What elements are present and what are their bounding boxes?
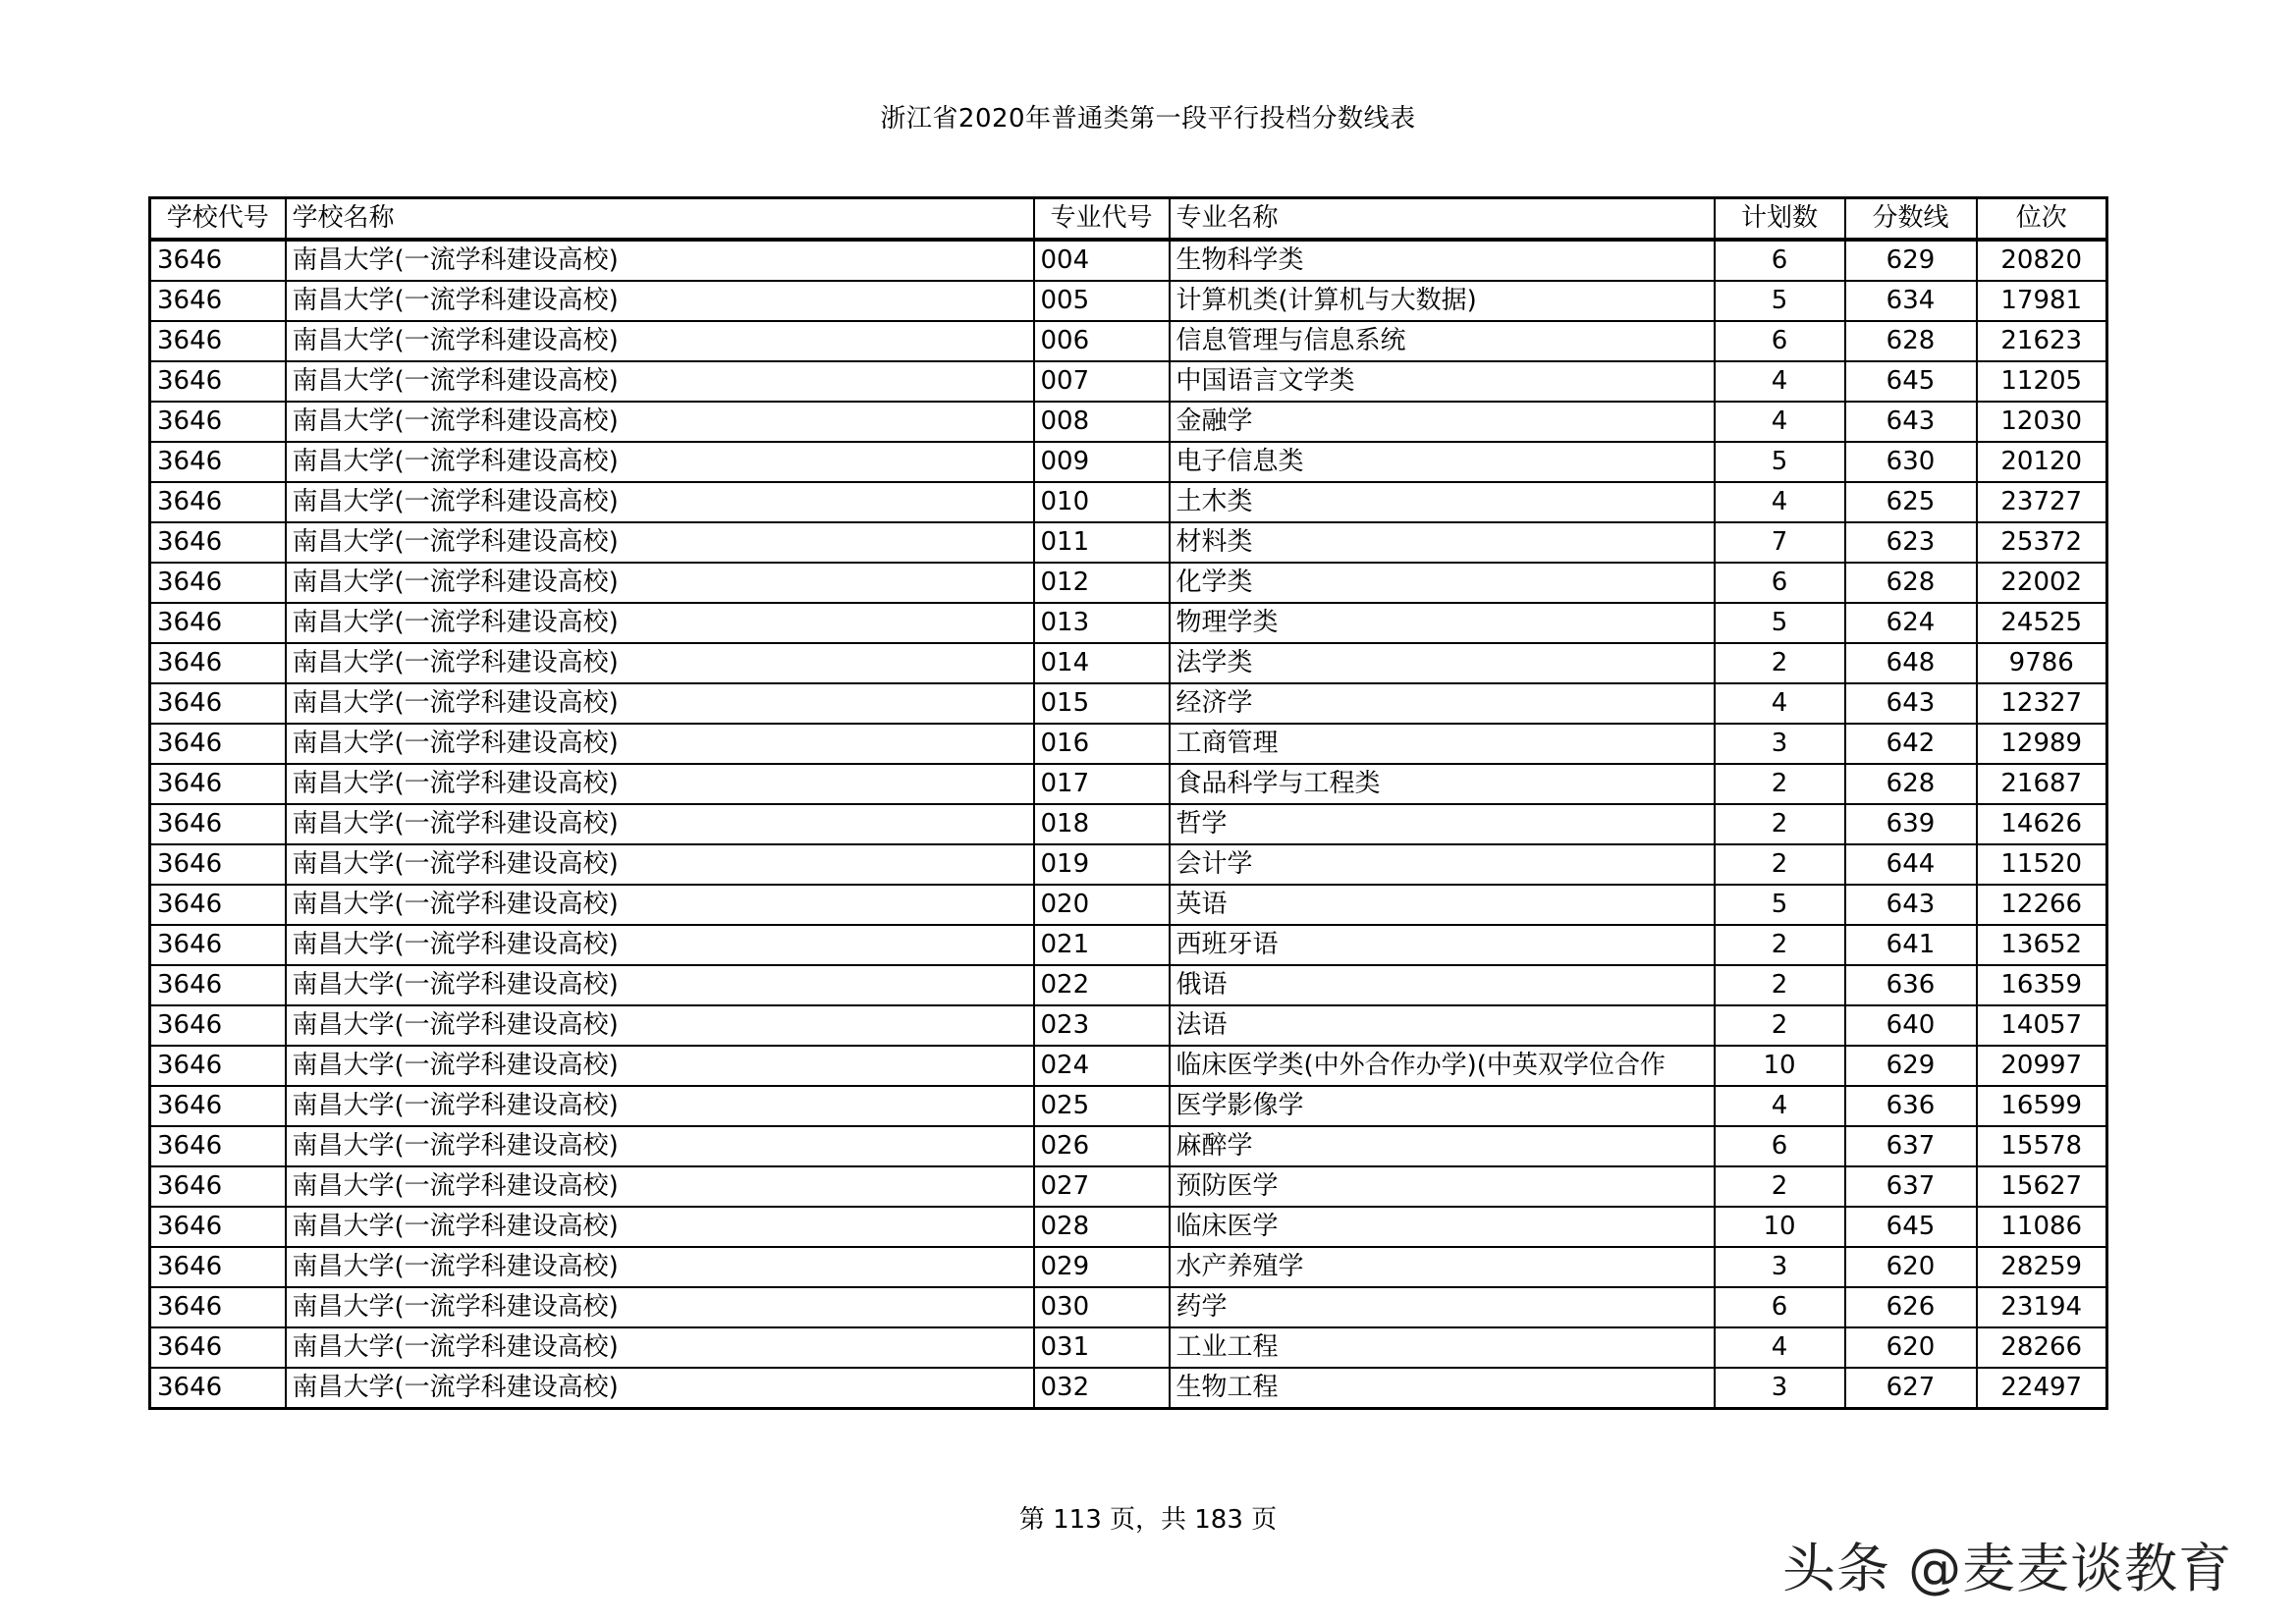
cell-plan-count: 6 xyxy=(1715,1287,1845,1327)
cell-rank: 20997 xyxy=(1977,1046,2107,1086)
header-major-name: 专业名称 xyxy=(1170,198,1715,241)
cell-school-code: 3646 xyxy=(150,563,286,603)
cell-rank: 12327 xyxy=(1977,683,2107,724)
cell-major-code: 022 xyxy=(1034,965,1170,1005)
cell-score-line: 623 xyxy=(1845,522,1977,563)
table-row xyxy=(150,1327,2107,1368)
cell-score-line: 645 xyxy=(1845,1207,1977,1247)
cell-score-line: 643 xyxy=(1845,402,1977,442)
cell-school-name: 南昌大学(一流学科建设高校) xyxy=(286,402,1034,442)
cell-major-code: 013 xyxy=(1034,603,1170,643)
cell-major-name: 食品科学与工程类 xyxy=(1170,764,1715,804)
cell-school-code: 3646 xyxy=(150,1247,286,1287)
cell-rank: 23194 xyxy=(1977,1287,2107,1327)
cell-rank: 14626 xyxy=(1977,804,2107,844)
table-row xyxy=(150,965,2107,1005)
cell-major-code: 014 xyxy=(1034,643,1170,683)
cell-major-name: 水产养殖学 xyxy=(1170,1247,1715,1287)
cell-rank: 20820 xyxy=(1977,240,2107,281)
cell-school-name: 南昌大学(一流学科建设高校) xyxy=(286,482,1034,522)
cell-major-code: 016 xyxy=(1034,724,1170,764)
cell-school-name: 南昌大学(一流学科建设高校) xyxy=(286,240,1034,281)
cell-school-name: 南昌大学(一流学科建设高校) xyxy=(286,965,1034,1005)
cell-score-line: 628 xyxy=(1845,764,1977,804)
cell-score-line: 644 xyxy=(1845,844,1977,885)
header-score-line: 分数线 xyxy=(1845,198,1977,241)
cell-plan-count: 2 xyxy=(1715,764,1845,804)
cell-major-code: 028 xyxy=(1034,1207,1170,1247)
cell-major-name: 金融学 xyxy=(1170,402,1715,442)
cell-major-code: 011 xyxy=(1034,522,1170,563)
cell-plan-count: 10 xyxy=(1715,1046,1845,1086)
table-row xyxy=(150,240,2107,281)
cell-school-code: 3646 xyxy=(150,683,286,724)
cell-school-name: 南昌大学(一流学科建设高校) xyxy=(286,1086,1034,1126)
cell-major-code: 031 xyxy=(1034,1327,1170,1368)
cell-major-code: 019 xyxy=(1034,844,1170,885)
table-row xyxy=(150,361,2107,402)
cell-major-name: 中国语言文学类 xyxy=(1170,361,1715,402)
cell-plan-count: 2 xyxy=(1715,1005,1845,1046)
cell-school-name: 南昌大学(一流学科建设高校) xyxy=(286,361,1034,402)
cell-school-name: 南昌大学(一流学科建设高校) xyxy=(286,1287,1034,1327)
cell-score-line: 648 xyxy=(1845,643,1977,683)
cell-school-name: 南昌大学(一流学科建设高校) xyxy=(286,885,1034,925)
cell-major-code: 030 xyxy=(1034,1287,1170,1327)
cell-plan-count: 4 xyxy=(1715,361,1845,402)
cell-school-code: 3646 xyxy=(150,522,286,563)
cell-plan-count: 4 xyxy=(1715,402,1845,442)
cell-major-name: 西班牙语 xyxy=(1170,925,1715,965)
cell-score-line: 629 xyxy=(1845,240,1977,281)
cell-school-code: 3646 xyxy=(150,361,286,402)
cell-major-code: 007 xyxy=(1034,361,1170,402)
cell-school-code: 3646 xyxy=(150,1207,286,1247)
cell-school-name: 南昌大学(一流学科建设高校) xyxy=(286,1005,1034,1046)
cell-score-line: 645 xyxy=(1845,361,1977,402)
cell-school-name: 南昌大学(一流学科建设高校) xyxy=(286,1207,1034,1247)
cell-school-name: 南昌大学(一流学科建设高校) xyxy=(286,764,1034,804)
cell-school-code: 3646 xyxy=(150,643,286,683)
cell-school-name: 南昌大学(一流学科建设高校) xyxy=(286,1247,1034,1287)
cell-score-line: 640 xyxy=(1845,1005,1977,1046)
cell-score-line: 643 xyxy=(1845,885,1977,925)
cell-major-name: 英语 xyxy=(1170,885,1715,925)
cell-school-code: 3646 xyxy=(150,764,286,804)
table-row xyxy=(150,1287,2107,1327)
table-row xyxy=(150,764,2107,804)
cell-plan-count: 7 xyxy=(1715,522,1845,563)
cell-school-name: 南昌大学(一流学科建设高校) xyxy=(286,522,1034,563)
header-row xyxy=(150,198,2107,241)
cell-major-code: 004 xyxy=(1034,240,1170,281)
cell-major-name: 法学类 xyxy=(1170,643,1715,683)
cell-major-code: 006 xyxy=(1034,321,1170,361)
cell-plan-count: 4 xyxy=(1715,683,1845,724)
table-row xyxy=(150,522,2107,563)
cell-school-code: 3646 xyxy=(150,804,286,844)
cell-school-name: 南昌大学(一流学科建设高校) xyxy=(286,1327,1034,1368)
cell-major-name: 医学影像学 xyxy=(1170,1086,1715,1126)
cell-school-code: 3646 xyxy=(150,925,286,965)
cell-school-code: 3646 xyxy=(150,965,286,1005)
cell-major-name: 会计学 xyxy=(1170,844,1715,885)
cell-major-code: 017 xyxy=(1034,764,1170,804)
cell-major-name: 法语 xyxy=(1170,1005,1715,1046)
table-row xyxy=(150,885,2107,925)
cell-major-code: 020 xyxy=(1034,885,1170,925)
cell-rank: 28266 xyxy=(1977,1327,2107,1368)
cell-rank: 25372 xyxy=(1977,522,2107,563)
cell-major-code: 005 xyxy=(1034,281,1170,321)
cell-plan-count: 2 xyxy=(1715,844,1845,885)
cell-plan-count: 2 xyxy=(1715,965,1845,1005)
cell-major-code: 012 xyxy=(1034,563,1170,603)
cell-rank: 9786 xyxy=(1977,643,2107,683)
cell-school-name: 南昌大学(一流学科建设高校) xyxy=(286,1046,1034,1086)
table-row xyxy=(150,1005,2107,1046)
table-row xyxy=(150,844,2107,885)
cell-plan-count: 5 xyxy=(1715,603,1845,643)
cell-rank: 11086 xyxy=(1977,1207,2107,1247)
cell-plan-count: 10 xyxy=(1715,1207,1845,1247)
cell-major-code: 009 xyxy=(1034,442,1170,482)
cell-major-code: 021 xyxy=(1034,925,1170,965)
cell-score-line: 634 xyxy=(1845,281,1977,321)
cell-major-code: 023 xyxy=(1034,1005,1170,1046)
cell-school-name: 南昌大学(一流学科建设高校) xyxy=(286,1368,1034,1409)
cell-school-code: 3646 xyxy=(150,321,286,361)
cell-school-name: 南昌大学(一流学科建设高校) xyxy=(286,281,1034,321)
cell-score-line: 629 xyxy=(1845,1046,1977,1086)
cell-rank: 12989 xyxy=(1977,724,2107,764)
header-plan-count: 计划数 xyxy=(1715,198,1845,241)
table-row xyxy=(150,563,2107,603)
cell-plan-count: 4 xyxy=(1715,1327,1845,1368)
table-row xyxy=(150,643,2107,683)
cell-score-line: 637 xyxy=(1845,1166,1977,1207)
cell-major-name: 工业工程 xyxy=(1170,1327,1715,1368)
cell-plan-count: 3 xyxy=(1715,1368,1845,1409)
cell-major-name: 工商管理 xyxy=(1170,724,1715,764)
table-row xyxy=(150,1166,2107,1207)
cell-major-name: 计算机类(计算机与大数据) xyxy=(1170,281,1715,321)
cell-score-line: 630 xyxy=(1845,442,1977,482)
cell-rank: 12030 xyxy=(1977,402,2107,442)
cell-school-code: 3646 xyxy=(150,1086,286,1126)
table-row xyxy=(150,925,2107,965)
cell-score-line: 639 xyxy=(1845,804,1977,844)
watermark: 头条 @麦麦谈教育 xyxy=(1782,1538,2233,1599)
cell-rank: 22002 xyxy=(1977,563,2107,603)
cell-school-code: 3646 xyxy=(150,442,286,482)
table-row xyxy=(150,603,2107,643)
cell-school-code: 3646 xyxy=(150,1126,286,1166)
cell-major-code: 010 xyxy=(1034,482,1170,522)
cell-school-code: 3646 xyxy=(150,885,286,925)
cell-major-name: 电子信息类 xyxy=(1170,442,1715,482)
cell-score-line: 636 xyxy=(1845,1086,1977,1126)
cell-major-name: 预防医学 xyxy=(1170,1166,1715,1207)
cell-major-name: 临床医学类(中外合作办学)(中英双学位合作 xyxy=(1170,1046,1715,1086)
cell-rank: 17981 xyxy=(1977,281,2107,321)
cell-plan-count: 2 xyxy=(1715,925,1845,965)
cell-major-code: 015 xyxy=(1034,683,1170,724)
cell-rank: 24525 xyxy=(1977,603,2107,643)
table-row xyxy=(150,1247,2107,1287)
table-row xyxy=(150,1046,2107,1086)
cell-major-name: 经济学 xyxy=(1170,683,1715,724)
cell-major-name: 哲学 xyxy=(1170,804,1715,844)
cell-rank: 23727 xyxy=(1977,482,2107,522)
cell-major-name: 临床医学 xyxy=(1170,1207,1715,1247)
table-row xyxy=(150,402,2107,442)
table-row xyxy=(150,724,2107,764)
cell-school-name: 南昌大学(一流学科建设高校) xyxy=(286,804,1034,844)
cell-score-line: 628 xyxy=(1845,563,1977,603)
cell-major-name: 生物科学类 xyxy=(1170,240,1715,281)
cell-school-name: 南昌大学(一流学科建设高校) xyxy=(286,643,1034,683)
cell-major-code: 029 xyxy=(1034,1247,1170,1287)
header-school-code: 学校代号 xyxy=(150,198,286,241)
table-row xyxy=(150,321,2107,361)
table-row xyxy=(150,1207,2107,1247)
cell-plan-count: 5 xyxy=(1715,885,1845,925)
cell-rank: 28259 xyxy=(1977,1247,2107,1287)
cell-major-name: 材料类 xyxy=(1170,522,1715,563)
table-row xyxy=(150,683,2107,724)
cell-school-name: 南昌大学(一流学科建设高校) xyxy=(286,442,1034,482)
cell-score-line: 625 xyxy=(1845,482,1977,522)
header-school-name: 学校名称 xyxy=(286,198,1034,241)
table-row xyxy=(150,442,2107,482)
cell-school-code: 3646 xyxy=(150,1327,286,1368)
cell-major-code: 027 xyxy=(1034,1166,1170,1207)
cell-major-name: 药学 xyxy=(1170,1287,1715,1327)
cell-school-code: 3646 xyxy=(150,1005,286,1046)
cell-score-line: 620 xyxy=(1845,1327,1977,1368)
cell-score-line: 624 xyxy=(1845,603,1977,643)
cell-score-line: 628 xyxy=(1845,321,1977,361)
cell-major-code: 018 xyxy=(1034,804,1170,844)
cell-school-code: 3646 xyxy=(150,482,286,522)
table-row xyxy=(150,804,2107,844)
cell-school-code: 3646 xyxy=(150,240,286,281)
cell-rank: 12266 xyxy=(1977,885,2107,925)
cell-rank: 16359 xyxy=(1977,965,2107,1005)
cell-school-code: 3646 xyxy=(150,724,286,764)
cell-major-name: 麻醉学 xyxy=(1170,1126,1715,1166)
cell-major-code: 026 xyxy=(1034,1126,1170,1166)
header-rank: 位次 xyxy=(1977,198,2107,241)
cell-school-name: 南昌大学(一流学科建设高校) xyxy=(286,1166,1034,1207)
cell-major-code: 032 xyxy=(1034,1368,1170,1409)
table-row xyxy=(150,281,2107,321)
cell-rank: 15627 xyxy=(1977,1166,2107,1207)
cell-school-name: 南昌大学(一流学科建设高校) xyxy=(286,683,1034,724)
cell-rank: 11520 xyxy=(1977,844,2107,885)
cell-rank: 21623 xyxy=(1977,321,2107,361)
cell-major-code: 025 xyxy=(1034,1086,1170,1126)
cell-score-line: 626 xyxy=(1845,1287,1977,1327)
cell-plan-count: 6 xyxy=(1715,563,1845,603)
cell-school-name: 南昌大学(一流学科建设高校) xyxy=(286,724,1034,764)
cell-school-name: 南昌大学(一流学科建设高校) xyxy=(286,563,1034,603)
cell-major-code: 008 xyxy=(1034,402,1170,442)
cell-score-line: 637 xyxy=(1845,1126,1977,1166)
cell-rank: 13652 xyxy=(1977,925,2107,965)
page-title: 浙江省2020年普通类第一段平行投档分数线表 xyxy=(880,104,1416,134)
cell-plan-count: 6 xyxy=(1715,1126,1845,1166)
cell-major-name: 生物工程 xyxy=(1170,1368,1715,1409)
table-row xyxy=(150,1086,2107,1126)
cell-score-line: 627 xyxy=(1845,1368,1977,1409)
cell-score-line: 641 xyxy=(1845,925,1977,965)
cell-rank: 15578 xyxy=(1977,1126,2107,1166)
cell-school-code: 3646 xyxy=(150,1287,286,1327)
cell-major-name: 土木类 xyxy=(1170,482,1715,522)
cell-school-name: 南昌大学(一流学科建设高校) xyxy=(286,321,1034,361)
cell-plan-count: 6 xyxy=(1715,240,1845,281)
cell-school-name: 南昌大学(一流学科建设高校) xyxy=(286,844,1034,885)
cell-rank: 14057 xyxy=(1977,1005,2107,1046)
cell-score-line: 643 xyxy=(1845,683,1977,724)
page-number: 第 113 页，共 183 页 xyxy=(1018,1505,1278,1535)
cell-rank: 16599 xyxy=(1977,1086,2107,1126)
cell-plan-count: 6 xyxy=(1715,321,1845,361)
cell-plan-count: 5 xyxy=(1715,442,1845,482)
cell-plan-count: 4 xyxy=(1715,1086,1845,1126)
cell-school-name: 南昌大学(一流学科建设高校) xyxy=(286,925,1034,965)
cell-rank: 11205 xyxy=(1977,361,2107,402)
cell-major-code: 024 xyxy=(1034,1046,1170,1086)
cell-school-code: 3646 xyxy=(150,844,286,885)
cell-plan-count: 2 xyxy=(1715,643,1845,683)
cell-score-line: 620 xyxy=(1845,1247,1977,1287)
cell-plan-count: 3 xyxy=(1715,1247,1845,1287)
cell-school-code: 3646 xyxy=(150,402,286,442)
header-major-code: 专业代号 xyxy=(1034,198,1170,241)
cell-school-code: 3646 xyxy=(150,1166,286,1207)
cell-rank: 20120 xyxy=(1977,442,2107,482)
cell-plan-count: 5 xyxy=(1715,281,1845,321)
score-table xyxy=(148,196,2108,1410)
cell-school-code: 3646 xyxy=(150,603,286,643)
cell-major-name: 信息管理与信息系统 xyxy=(1170,321,1715,361)
cell-major-name: 物理学类 xyxy=(1170,603,1715,643)
cell-plan-count: 2 xyxy=(1715,804,1845,844)
cell-school-code: 3646 xyxy=(150,281,286,321)
table-row xyxy=(150,1368,2107,1409)
cell-major-name: 俄语 xyxy=(1170,965,1715,1005)
cell-school-name: 南昌大学(一流学科建设高校) xyxy=(286,603,1034,643)
cell-school-code: 3646 xyxy=(150,1368,286,1409)
cell-plan-count: 2 xyxy=(1715,1166,1845,1207)
table-row xyxy=(150,482,2107,522)
table-row xyxy=(150,1126,2107,1166)
cell-score-line: 642 xyxy=(1845,724,1977,764)
cell-plan-count: 4 xyxy=(1715,482,1845,522)
cell-score-line: 636 xyxy=(1845,965,1977,1005)
cell-rank: 22497 xyxy=(1977,1368,2107,1409)
cell-school-code: 3646 xyxy=(150,1046,286,1086)
cell-plan-count: 3 xyxy=(1715,724,1845,764)
cell-rank: 21687 xyxy=(1977,764,2107,804)
cell-major-name: 化学类 xyxy=(1170,563,1715,603)
cell-school-name: 南昌大学(一流学科建设高校) xyxy=(286,1126,1034,1166)
